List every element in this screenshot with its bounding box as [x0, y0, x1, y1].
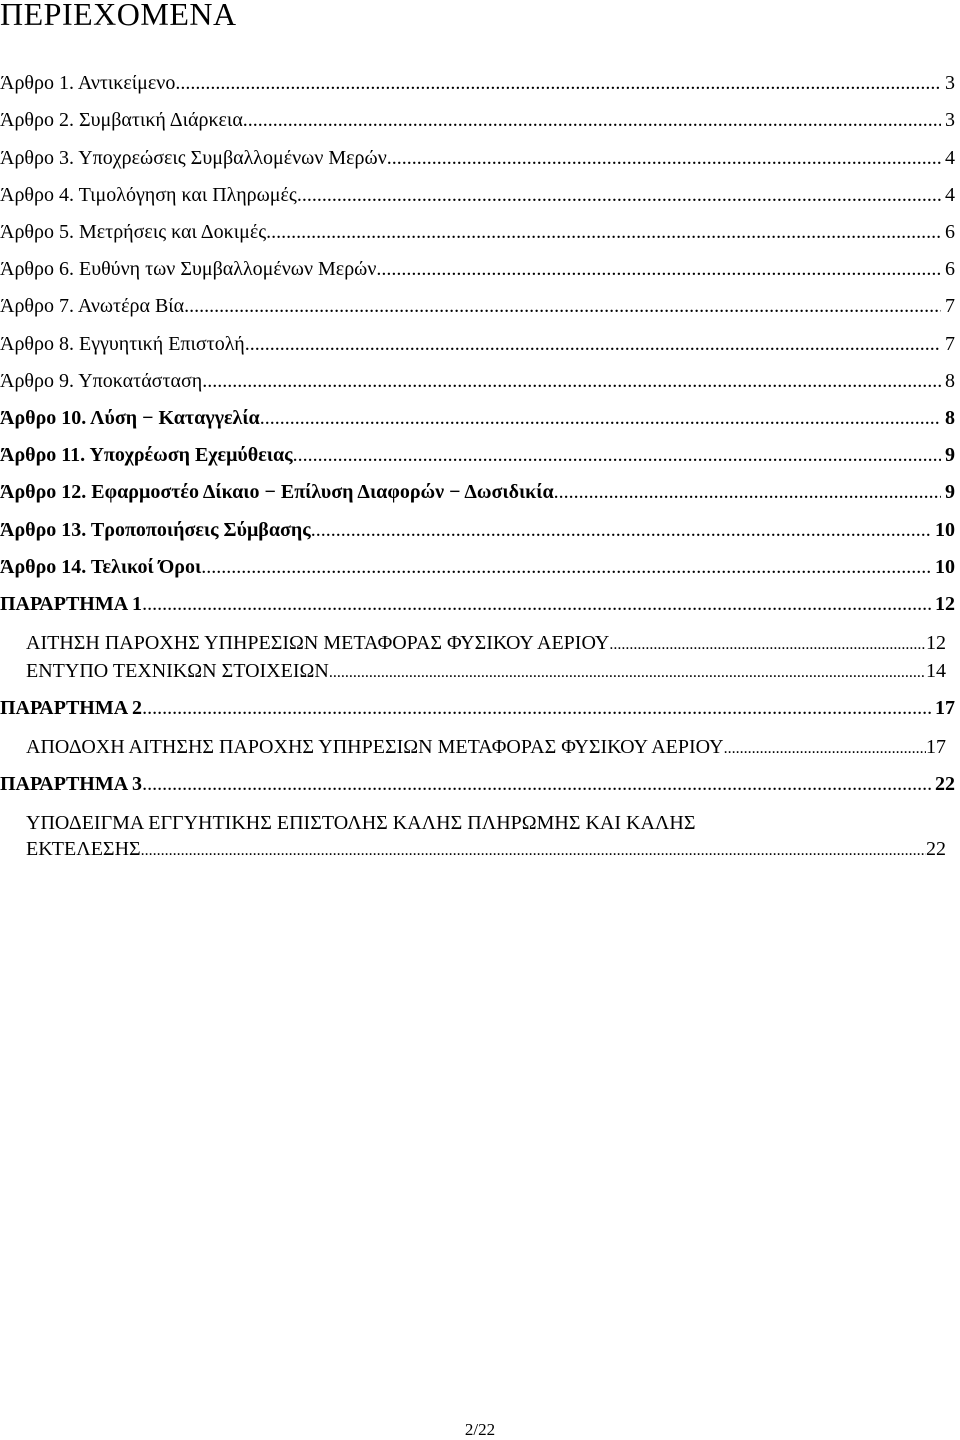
toc-entry-label: Άρθρο 2. Συμβατική Διάρκεια: [0, 109, 243, 131]
toc-page-number: 3: [945, 109, 955, 131]
toc-entry-label: ΠΑΡΑΡΤΗΜΑ 1: [0, 593, 143, 615]
toc-leader-dots: [184, 292, 941, 320]
toc-page-number: 6: [945, 221, 955, 243]
toc-leader-dots: [329, 660, 926, 686]
toc-entry-label-line1: ΥΠΟΔΕΙΓΜΑ ΕΓΓΥΗΤΙΚΗΣ ΕΠΙΣΤΟΛΗΣ ΚΑΛΗΣ ΠΛΗΡΩΜΗΣ ΚΑΙ ΚΑΛΗΣ: [26, 812, 696, 834]
toc-leader-dots: [311, 516, 931, 544]
toc-leader-dots: [202, 367, 941, 395]
toc-page-number: 4: [945, 184, 955, 206]
toc-page-number: 4: [945, 147, 955, 169]
toc-entry-annex-2[interactable]: [0, 694, 955, 722]
toc-entry-article-13[interactable]: [0, 516, 955, 544]
toc-leader-dots: [245, 330, 941, 358]
toc-page-number: 22: [935, 773, 955, 795]
toc-leader-dots: [141, 838, 926, 864]
toc-leader-dots: [609, 632, 926, 658]
toc-entry-label: Άρθρο 3. Υποχρεώσεις Συμβαλλομένων Μερών: [0, 147, 387, 169]
toc-leader-dots: [142, 590, 931, 618]
toc-page-number: 7: [945, 295, 955, 317]
toc-page-number: 6: [945, 258, 955, 280]
toc-entry-article-2[interactable]: [0, 106, 955, 134]
toc-entry-label: ΠΑΡΑΡΤΗΜΑ 2: [0, 697, 143, 719]
toc-entry-label: ΠΑΡΑΡΤΗΜΑ 3: [0, 773, 143, 795]
toc-page-number: 10: [935, 519, 955, 541]
toc-page-number: 10: [935, 556, 955, 578]
toc-page-number: 17: [926, 736, 946, 758]
toc-subentry-acceptance[interactable]: [26, 734, 946, 762]
toc-entry-article-3[interactable]: [0, 144, 955, 172]
toc-entry-article-9[interactable]: [0, 367, 955, 395]
toc-leader-dots: [201, 553, 931, 581]
toc-leader-dots: [297, 181, 941, 209]
toc-leader-dots: [554, 478, 941, 506]
toc-leader-dots: [293, 441, 941, 469]
toc-entry-article-11[interactable]: [0, 441, 955, 469]
toc-page-number: 12: [926, 632, 946, 654]
toc-page-number: 9: [945, 481, 955, 503]
toc-title: ΠΕΡΙΕΧΟΜΕΝΑ: [0, 0, 237, 32]
toc-subentry-technical-form[interactable]: [26, 658, 946, 686]
toc-page-number: 22: [926, 838, 946, 860]
toc-entry-article-10[interactable]: [0, 404, 955, 432]
toc-entry-article-6[interactable]: [0, 255, 955, 283]
toc-page-number: 12: [935, 593, 955, 615]
toc-entry-label: Άρθρο 14. Τελικοί Όροι: [0, 556, 202, 578]
toc-leader-dots: [387, 144, 941, 172]
toc-entry-annex-1[interactable]: [0, 590, 955, 618]
toc-leader-dots: [142, 694, 931, 722]
toc-entry-label: Άρθρο 13. Τροποποιήσεις Σύμβασης: [0, 519, 311, 541]
toc-page-number: 3: [945, 72, 955, 94]
toc-entry-label: Άρθρο 5. Μετρήσεις και Δοκιμές: [0, 221, 267, 243]
toc-leader-dots: [260, 404, 941, 432]
toc-leader-dots: [142, 770, 931, 798]
toc-page-number: 9: [945, 444, 955, 466]
toc-entry-label: Άρθρο 8. Εγγυητική Επιστολή: [0, 333, 245, 355]
toc-page-number: 14: [926, 660, 946, 682]
toc-entry-label: Άρθρο 12. Εφαρμοστέο Δίκαιο − Επίλυση Διαφορών − Δωσιδικία: [0, 481, 554, 503]
toc-entry-annex-3[interactable]: [0, 770, 955, 798]
toc-subentry-guarantee-template[interactable]: [26, 810, 946, 864]
toc-entry-label: Άρθρο 9. Υποκατάσταση: [0, 370, 203, 392]
toc-entry-article-5[interactable]: [0, 218, 955, 246]
toc-entry-label-line2: ΕΚΤΕΛΕΣΗΣ: [26, 838, 141, 860]
toc-entry-article-7[interactable]: [0, 292, 955, 320]
page-number-footer: 2/22: [464, 1420, 496, 1439]
toc-entry-label: Άρθρο 7. Ανωτέρα Βία: [0, 295, 185, 317]
toc-entry-label: Άρθρο 11. Υποχρέωση Εχεμύθειας: [0, 444, 293, 466]
toc-entry-article-1[interactable]: [0, 69, 955, 97]
toc-entry-label: Άρθρο 4. Τιμολόγηση και Πληρωμές: [0, 184, 297, 206]
toc-entry-label: Άρθρο 6. Ευθύνη των Συμβαλλομένων Μερών: [0, 258, 377, 280]
toc-leader-dots: [175, 69, 941, 97]
toc-entry-label: Άρθρο 1. Αντικείμενο: [0, 72, 176, 94]
toc-page-number: 7: [945, 333, 955, 355]
toc-leader-dots: [376, 255, 941, 283]
toc-page-number: 17: [935, 697, 955, 719]
toc-page-number: 8: [945, 407, 955, 429]
toc-entry-label: ΑΙΤΗΣΗ ΠΑΡΟΧΗΣ ΥΠΗΡΕΣΙΩΝ ΜΕΤΑΦΟΡΑΣ ΦΥΣΙΚΟΥ ΑΕΡΙΟΥ: [26, 632, 610, 654]
toc-entry-article-14[interactable]: [0, 553, 955, 581]
toc-leader-dots: [724, 736, 926, 762]
toc-entry-label: ΕΝΤΥΠΟ ΤΕΧΝΙΚΩΝ ΣΤΟΙΧΕΙΩΝ: [26, 660, 329, 682]
toc-entry-article-12[interactable]: [0, 478, 955, 506]
toc-subentry-application[interactable]: [26, 630, 946, 658]
toc-page-number: 8: [945, 370, 955, 392]
toc-leader-dots: [266, 218, 941, 246]
toc-entry-label: Άρθρο 10. Λύση − Καταγγελία: [0, 407, 260, 429]
toc-entry-article-4[interactable]: [0, 181, 955, 209]
toc-entry-article-8[interactable]: [0, 330, 955, 358]
toc-leader-dots: [243, 106, 941, 134]
toc-entry-label: ΑΠΟΔΟΧΗ ΑΙΤΗΣΗΣ ΠΑΡΟΧΗΣ ΥΠΗΡΕΣΙΩΝ ΜΕΤΑΦΟΡΑΣ ΦΥΣΙΚΟΥ ΑΕΡΙΟΥ: [26, 736, 724, 758]
